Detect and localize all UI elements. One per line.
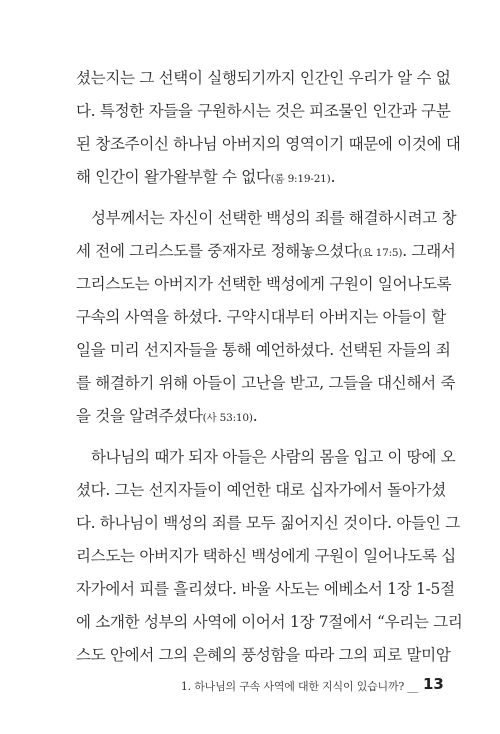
text-line: 해 인간이 왈가왈부할 수 없다(롬 9:19-21). — [76, 168, 336, 186]
text-line: 다. 하나님이 백성의 죄를 모두 짊어지신 것이다. 아들인 그 — [76, 514, 460, 532]
page-footer — [0, 675, 500, 695]
text-line: 셨는지는 그 선택이 실행되기까지 인간인 우리가 알 수 없 — [76, 69, 451, 87]
text-line: 일을 미리 선지자들을 통해 예언하셨다. 선택된 자들의 죄 — [76, 341, 451, 359]
text-line: 성부께서는 자신이 선택한 백성의 죄를 해결하시려고 창 — [91, 209, 457, 227]
text-line: 그리스도는 아버지가 선택한 백성에게 구원이 일어나도록 — [76, 275, 452, 293]
text-line: 을 것을 알려주셨다(사 53:10). — [76, 407, 258, 425]
text-line: 구속의 사역을 하셨다. 구약시대부터 아버지는 아들이 할 — [76, 308, 446, 326]
running-title: 1. 하나님의 구속 사역에 대한 지식이 있습니까? __ — [180, 680, 418, 693]
text-line: 셨다. 그는 선지자들이 예언한 대로 십자가에서 돌아가셨 — [76, 481, 446, 499]
scripture-reference: (요 17:5) — [358, 247, 403, 259]
page-number: 13 — [423, 675, 444, 693]
text-line: 리스도는 아버지가 택하신 백성에게 구원이 일어나도록 십 — [76, 547, 456, 565]
text-line: 다. 특정한 자들을 구원하시는 것은 피조물인 인간과 구분 — [76, 102, 451, 120]
text-line: 에 소개한 성부의 사역에 이어서 1장 7절에서 “우리는 그리 — [76, 613, 463, 631]
text-line: 를 해결하기 위해 아들이 고난을 받고, 그들을 대신해서 죽 — [76, 374, 456, 392]
text-line: 세 전에 그리스도를 중재자로 정해놓으셨다(요 17:5). 그래서 — [76, 242, 456, 260]
scripture-reference: (롬 9:19-21) — [270, 173, 331, 185]
text-line: 된 창조주이신 하나님 아버지의 영역이기 때문에 이것에 대 — [76, 135, 461, 153]
text-line: 자가에서 피를 흘리셨다. 바울 사도는 에베소서 1장 1-5절 — [76, 580, 455, 598]
text-line: 스도 안에서 그의 은혜의 풍성함을 따라 그의 피로 말미암 — [76, 646, 451, 664]
text-line: 하나님의 때가 되자 아들은 사람의 몸을 입고 이 땅에 오 — [91, 448, 456, 466]
scripture-reference: (사 53:10) — [202, 412, 253, 424]
